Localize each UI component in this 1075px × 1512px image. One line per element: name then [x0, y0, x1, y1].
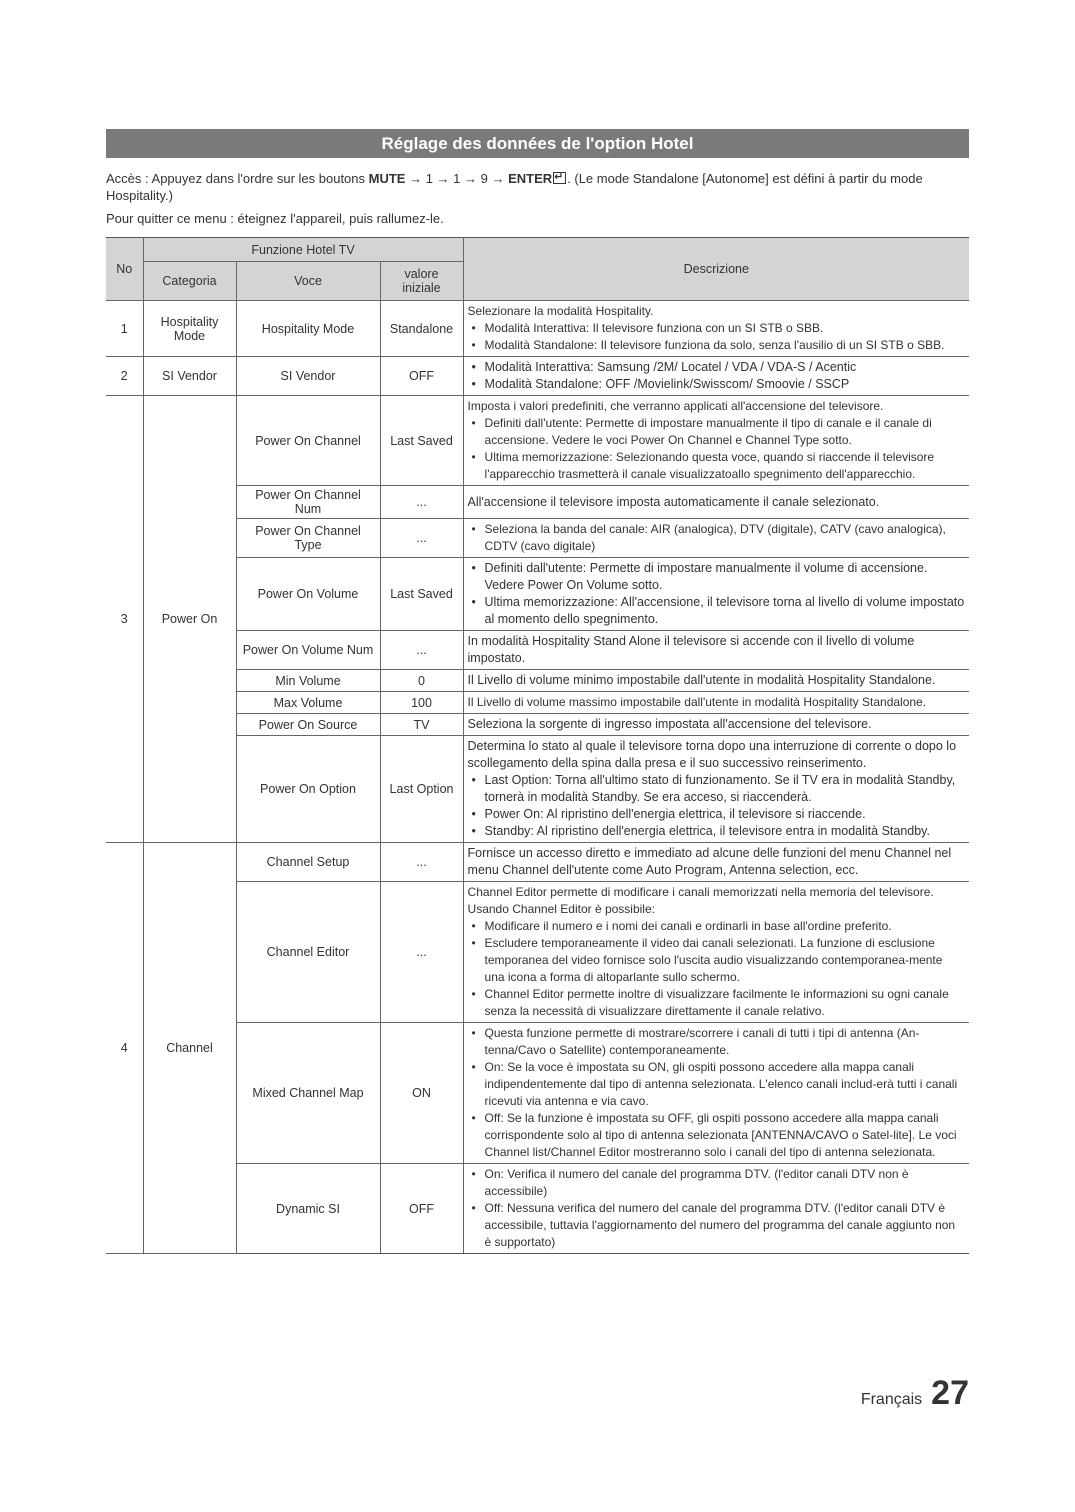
bullet-item: • Modificare il numero e i nomi dei canali e ordinarli in base all'ordine preferito. — [468, 918, 966, 935]
cell-valore: Last Option — [380, 736, 463, 843]
description-bullets — [468, 560, 966, 628]
mute-key: MUTE — [368, 171, 406, 186]
cell-voce: Channel Setup — [236, 843, 380, 882]
cell-voce: Dynamic SI — [236, 1164, 380, 1254]
bullet-item: • Escludere temporaneamente il video dai canali selezionati. La funzione di esclusione temporanea del video fornisce solo l'uscita audio visualizzando contemporanea-mente una icona a forma di altoparlante sullo schermo. — [468, 935, 966, 986]
table-row — [106, 631, 969, 670]
bullet-item: • Seleziona la banda del canale: AIR (analogica), DTV (digitale), CATV (cavo analogica), CDTV (cavo digitale) — [468, 521, 966, 555]
bullet-item: • Ultima memorizzazione: All'accensione, il televisore torna al livello di volume impostato al momento dello spegnimento. — [468, 594, 966, 628]
header-voce: Voce — [236, 262, 380, 301]
cell-descrizione — [463, 631, 969, 670]
table-row — [106, 1164, 969, 1254]
table-row — [106, 486, 969, 519]
table-row — [106, 843, 969, 882]
description-text: In modalità Hospitality Stand Alone il televisore si accende con il livello di volume impostato. — [467, 634, 915, 665]
cell-voce: Power On Option — [236, 736, 380, 843]
table-row — [106, 692, 969, 714]
cell-valore: ON — [380, 1023, 463, 1164]
cell-categoria: Channel — [143, 843, 236, 1254]
cell-descrizione — [463, 692, 969, 714]
cell-valore: ... — [380, 882, 463, 1023]
bullet-item: • Modalità Interattiva: Il televisore funziona con un SI STB o SBB. — [468, 320, 966, 337]
cell-valore: ... — [380, 631, 463, 670]
enter-key: ENTER — [508, 171, 553, 186]
bullet-item: • Questa funzione permette di mostrare/scorrere i canali di tutti i tipi di antenna (An-tenna/Cavo o Satellite) contemporaneamente. — [468, 1025, 966, 1059]
cell-valore: Last Saved — [380, 558, 463, 631]
cell-voce: Mixed Channel Map — [236, 1023, 380, 1164]
cell-valore: ... — [380, 519, 463, 558]
cell-no: 1 — [106, 301, 143, 357]
cell-no: 2 — [106, 357, 143, 396]
description-text: Selezionare la modalità Hospitality. — [467, 304, 654, 318]
bullet-item: • Off: Se la funzione è impostata su OFF, gli ospiti possono accedere alla mappa canali corrispondente solo al tipo di antenna selezionata [ANTENNA/CAVO o Satel-lite]. Le voci Channel list/Channel Editor mostreranno solo i canali del tipo di antenna selezionata. — [468, 1110, 966, 1161]
cell-categoria: Hospitality Mode — [143, 301, 236, 357]
table-row — [106, 301, 969, 357]
table-row — [106, 670, 969, 692]
enter-icon — [553, 172, 566, 184]
description-text: Fornisce un accesso diretto e immediato ad alcune delle funzioni del menu Channel nel menu Channel dell'utente come Auto Program, Antenna selection, ecc. — [467, 846, 952, 877]
bullet-item: • Power On: Al ripristino dell'energia elettrica, il televisore si riaccende. — [468, 806, 966, 823]
cell-voce: Channel Editor — [236, 882, 380, 1023]
cell-descrizione — [463, 843, 969, 882]
bullet-item: • Modalità Standalone: Il televisore funziona da solo, senza l'ausilio di un SI STB o SBB. — [468, 337, 966, 354]
cell-descrizione — [463, 1164, 969, 1254]
table-row — [106, 714, 969, 736]
cell-descrizione — [463, 301, 969, 357]
table-row — [106, 357, 969, 396]
quit-instructions: Pour quitter ce menu : éteignez l'appareil, puis rallumez-le. — [106, 211, 444, 226]
bullet-item: • Ultima memorizzazione: Selezionando questa voce, quando si riaccende il televisore l'apparecchio trasmetterà il canale visualizzatoallo spegnimento dell'apparecchio. — [468, 449, 966, 483]
bullet-item: • Last Option: Torna all'ultimo stato di funzionamento. Se il TV era in modalità Standby, tornerà in modalità Standby. Se era acceso, si riaccenderà. — [468, 772, 966, 806]
cell-descrizione — [463, 736, 969, 843]
description-bullets — [468, 320, 966, 354]
cell-no: 4 — [106, 843, 143, 1254]
cell-voce: Hospitality Mode — [236, 301, 380, 357]
cell-descrizione — [463, 519, 969, 558]
header-descrizione: Descrizione — [463, 238, 969, 301]
description-text: All'accensione il televisore imposta automaticamente il canale selezionato. — [467, 494, 880, 509]
bullet-item: • On: Se la voce è impostata su ON, gli ospiti possono accedere alla mappa canali indipendentemente dal tipo di antenna selezionata. L'elenco canali includ-erà tutti i canali ricevuti via antenna e via cavo. — [468, 1059, 966, 1110]
cell-valore: 0 — [380, 670, 463, 692]
cell-categoria: SI Vendor — [143, 357, 236, 396]
cell-voce: Power On Channel Type — [236, 519, 380, 558]
description-bullets — [468, 359, 966, 393]
cell-voce: SI Vendor — [236, 357, 380, 396]
description-bullets — [468, 918, 966, 1020]
description-text: Imposta i valori predefiniti, che verranno applicati all'accensione del televisore. — [467, 399, 884, 413]
cell-valore: Last Saved — [380, 396, 463, 486]
cell-voce: Power On Volume — [236, 558, 380, 631]
cell-valore: ... — [380, 486, 463, 519]
cell-voce: Min Volume — [236, 670, 380, 692]
cell-voce: Power On Volume Num — [236, 631, 380, 670]
table-row — [106, 558, 969, 631]
bullet-item: • On: Verifica il numero del canale del programma DTV. (l'editor canali DTV non è accessibile) — [468, 1166, 966, 1200]
table-row — [106, 396, 969, 486]
description-text: Il Livello di volume massimo impostabile dall'utente in modalità Hospitality Standalone. — [467, 695, 927, 709]
cell-descrizione — [463, 558, 969, 631]
cell-voce: Power On Source — [236, 714, 380, 736]
cell-valore: ... — [380, 843, 463, 882]
cell-descrizione — [463, 670, 969, 692]
cell-descrizione — [463, 486, 969, 519]
page — [106, 129, 969, 1254]
description-text: Channel Editor permette di modificare i canali memorizzati nella memoria del televisore. Usando Channel Editor è possibile: — [467, 885, 934, 916]
section-title: Réglage des données de l'option Hotel — [106, 129, 969, 158]
description-text: Determina lo stato al quale il televisore torna dopo una interruzione di corrente o dopo lo scollegamento della spina dalla presa e il suo successivo reinserimento. — [467, 739, 957, 770]
cell-descrizione — [463, 1023, 969, 1164]
bullet-item: • Off: Nessuna verifica del numero del canale del programma DTV. (l'editor canali DTV è accessibile, tuttavia l'aggiornamento del numero del programma del canale aggiunto non è supportato) — [468, 1200, 966, 1251]
header-no: No — [106, 238, 143, 301]
cell-no: 3 — [106, 396, 143, 843]
description-bullets — [468, 772, 966, 840]
hotel-settings-table — [106, 237, 969, 1254]
access-instructions: Accès : Appuyez dans l'ordre sur les boutons MUTE → 1 → 1 → 9 → ENTER↵ . (Le mode Standalone [Autonome] est défini à partir du mode Hospitality.) — [106, 170, 969, 204]
bullet-item: • Definiti dall'utente: Permette di impostare manualmente il tipo di canale e il canale di accensione. Vedere le voci Power On Channel e Channel Type sotto. — [468, 415, 966, 449]
description-bullets — [468, 415, 966, 483]
cell-categoria: Power On — [143, 396, 236, 843]
header-group: Funzione Hotel TV — [143, 238, 463, 262]
header-categoria: Categoria — [143, 262, 236, 301]
table-row — [106, 736, 969, 843]
bullet-item: • Channel Editor permette inoltre di visualizzare facilmente le informazioni su ogni canale senza la necessità di visualizzare direttamente il canale relativo. — [468, 986, 966, 1020]
cell-voce: Power On Channel Num — [236, 486, 380, 519]
cell-valore: 100 — [380, 692, 463, 714]
intro — [106, 170, 969, 227]
cell-valore: OFF — [380, 357, 463, 396]
cell-descrizione — [463, 882, 969, 1023]
table-row — [106, 519, 969, 558]
cell-valore: Standalone — [380, 301, 463, 357]
cell-valore: TV — [380, 714, 463, 736]
description-text: Seleziona la sorgente di ingresso impostata all'accensione del televisore. — [467, 717, 872, 731]
header-valore: valore iniziale — [380, 262, 463, 301]
page-footer — [861, 1374, 969, 1413]
description-bullets — [468, 521, 966, 555]
table-row — [106, 882, 969, 1023]
cell-descrizione — [463, 396, 969, 486]
cell-voce: Power On Channel — [236, 396, 380, 486]
bullet-item: • Modalità Standalone: OFF /Movielink/Swisscom/ Smoovie / SSCP — [468, 376, 966, 393]
cell-valore: OFF — [380, 1164, 463, 1254]
description-text: Il Livello di volume minimo impostabile dall'utente in modalità Hospitality Standalone. — [467, 673, 936, 687]
bullet-item: • Standby: Al ripristino dell'energia elettrica, il televisore entra in modalità Standby. — [468, 823, 966, 840]
cell-descrizione — [463, 714, 969, 736]
bullet-item: • Definiti dall'utente: Permette di impostare manualmente il volume di accensione. Vedere Power On Volume sotto. — [468, 560, 966, 594]
description-bullets — [468, 1166, 966, 1251]
footer-language: Français — [860, 1391, 923, 1408]
cell-descrizione — [463, 357, 969, 396]
cell-voce: Max Volume — [236, 692, 380, 714]
description-bullets — [468, 1025, 966, 1161]
table-row — [106, 1023, 969, 1164]
page-number: 27 — [931, 1374, 969, 1412]
bullet-item: • Modalità Interattiva: Samsung /2M/ Locatel / VDA / VDA-S / Acentic — [468, 359, 966, 376]
